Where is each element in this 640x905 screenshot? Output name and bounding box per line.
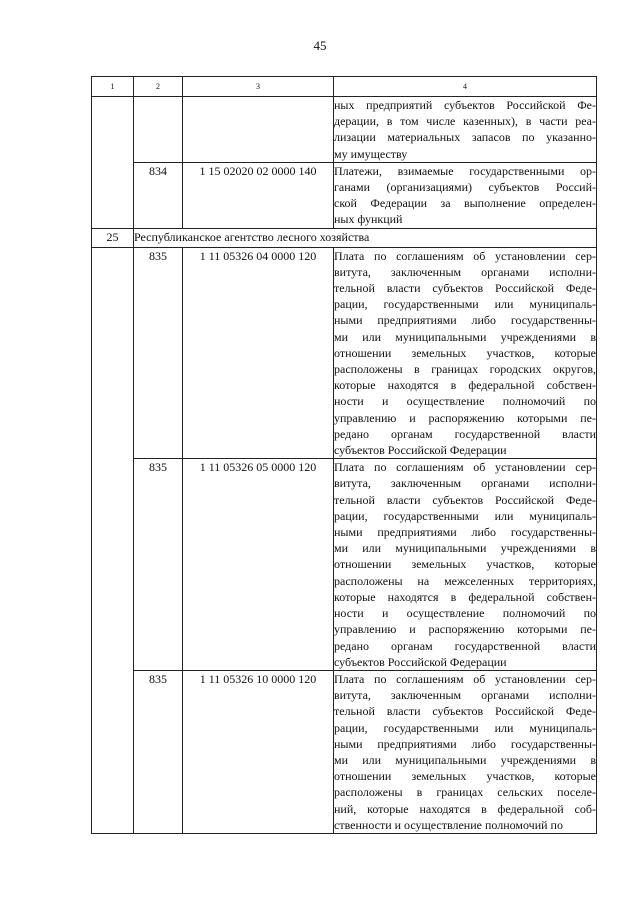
revenue-code-cell: 1 11 05326 10 0000 120 xyxy=(183,670,334,833)
description-line: ми или муниципальными учреждениями в xyxy=(334,541,596,556)
admin-code-cell: 835 xyxy=(134,247,183,459)
column-number-2: 2 xyxy=(134,77,183,97)
description-line: Плата по соглашениям об установлении сер- xyxy=(334,671,596,686)
description-line: ности и осуществление полномочий по xyxy=(334,394,596,409)
description-line: дерации, в том числе казенных), в части реа- xyxy=(334,114,596,129)
description-line: лизации материальных запасов по указанно- xyxy=(334,130,596,145)
agency-number: 25 xyxy=(92,228,134,247)
description-line: Плата по соглашениям об установлении сер- xyxy=(334,248,596,263)
description-line: расположены в границах городских округов, xyxy=(334,362,596,377)
admin-code-cell: 834 xyxy=(134,162,183,228)
description-line: редано органам государственной власти xyxy=(334,638,596,653)
description-line: расположены на межселенных территориях, xyxy=(334,573,596,588)
column-number-1: 1 xyxy=(92,77,134,97)
description-line: витута, заключенным органами исполни- xyxy=(334,476,596,491)
table-row xyxy=(92,97,597,163)
description-line: Платежи, взимаемые государственными ор- xyxy=(334,163,596,178)
description-line: которые находятся в федеральной собствен- xyxy=(334,589,596,604)
section-number-cell xyxy=(92,247,134,833)
description-line: му имуществу xyxy=(334,146,408,161)
description-line: ных предприятий субъектов Российской Фе- xyxy=(334,98,596,112)
description-line: редано органам государственной власти xyxy=(334,426,596,441)
description-line: отношении земельных участков, которые xyxy=(334,345,596,360)
revenue-description-cell xyxy=(334,97,597,163)
description-line: Плата по соглашениям об установлении сер- xyxy=(334,460,596,475)
page-number: 45 xyxy=(313,38,327,53)
table-body xyxy=(92,77,597,834)
admin-code-cell xyxy=(134,97,183,163)
description-line: ской Федерации за выполнение определен- xyxy=(334,196,596,211)
revenue-code-cell: 1 11 05326 04 0000 120 xyxy=(183,247,334,459)
revenue-description-cell xyxy=(334,670,597,833)
description-line: ний, которые находятся в федеральной соб- xyxy=(334,801,596,816)
table-row xyxy=(92,459,597,671)
description-line: тельной власти субъектов Российской Феде- xyxy=(334,492,596,507)
revenue-description-cell xyxy=(334,162,597,228)
column-number-4: 4 xyxy=(334,77,597,97)
table-row xyxy=(92,247,597,459)
section-number-cell xyxy=(92,97,134,229)
description-line: рации, государственными или муниципаль- xyxy=(334,297,596,312)
agency-row xyxy=(92,228,597,247)
admin-code-cell: 835 xyxy=(134,459,183,671)
description-line: витута, заключенным органами исполни- xyxy=(334,264,596,279)
description-line: ми или муниципальными учреждениями в xyxy=(334,329,596,344)
description-line: ми или муниципальными учреждениями в xyxy=(334,752,596,767)
description-line: тельной власти субъектов Российской Феде- xyxy=(334,704,596,719)
revenue-code-cell: 1 15 02020 02 0000 140 xyxy=(183,162,334,228)
revenue-code-cell xyxy=(183,97,334,163)
admin-code-cell: 835 xyxy=(134,670,183,833)
description-line: управлению и распоряжению которыми пе- xyxy=(334,622,596,637)
description-line: ганами (организациями) субъектов Россий- xyxy=(334,180,596,195)
revenue-description-cell xyxy=(334,247,597,459)
description-line: рации, государственными или муниципаль- xyxy=(334,508,596,523)
description-line: ных функций xyxy=(334,212,403,227)
description-line: ности и осуществление полномочий по xyxy=(334,606,596,621)
description-line: субъектов Российской Федерации xyxy=(334,654,507,669)
description-line: ными предприятиями либо государственны- xyxy=(334,313,596,328)
description-line: ными предприятиями либо государственны- xyxy=(334,736,596,751)
description-line: отношении земельных участков, которые xyxy=(334,769,596,784)
description-line: витута, заключенным органами исполни- xyxy=(334,688,596,703)
table-row xyxy=(92,162,597,228)
column-number-3: 3 xyxy=(183,77,334,97)
agency-name: Республиканское агентство лесного хозяйства xyxy=(134,228,597,247)
description-line: управлению и распоряжению которыми пе- xyxy=(334,410,596,425)
description-line: расположены в границах сельских поселе- xyxy=(334,785,596,800)
revenue-code-cell: 1 11 05326 05 0000 120 xyxy=(183,459,334,671)
description-line: субъектов Российской Федерации xyxy=(334,443,507,458)
column-number-row xyxy=(92,77,597,97)
description-line: которые находятся в федеральной собствен- xyxy=(334,378,596,393)
revenue-codes-table xyxy=(91,76,597,834)
description-line: отношении земельных участков, которые xyxy=(334,557,596,572)
description-line: тельной власти субъектов Российской Феде- xyxy=(334,281,596,296)
revenue-description-cell xyxy=(334,459,597,671)
description-line: ными предприятиями либо государственны- xyxy=(334,525,596,540)
table-row xyxy=(92,670,597,833)
description-line: ственности и осуществление полномочий по xyxy=(334,817,563,832)
description-line: рации, государственными или муниципаль- xyxy=(334,720,596,735)
